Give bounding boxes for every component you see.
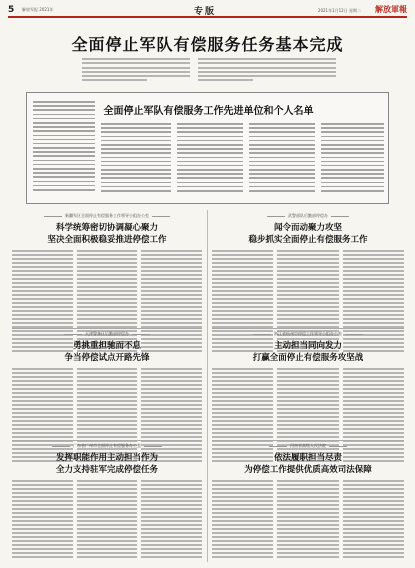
article-title: 主动担当同向发力 (273, 341, 342, 351)
paper-name: 解放军报 2021年 (22, 7, 54, 12)
article-kicker: 天津警备区后勤部停偿办 (12, 331, 202, 337)
article-title: 争当停偿试点开路先锋 (64, 353, 150, 363)
article-divider (12, 440, 202, 441)
article-body (12, 250, 202, 354)
lede-column-left (82, 58, 190, 84)
article-title: 稳步抓实全面停止有偿服务工作 (248, 235, 368, 245)
article-divider (212, 328, 404, 329)
article-title: 全力支持驻军完成停偿任务 (55, 465, 158, 475)
main-headline: 全面停止军队有偿服务任务基本完成 (71, 35, 344, 54)
article-title: 闻令而动聚力攻坚 (273, 223, 342, 233)
honor-list-title: 全面停止军队有偿服务工作先进单位和个人名单 (103, 106, 314, 117)
article-body (12, 368, 202, 464)
lede-column-right (198, 58, 336, 84)
article-title: 发挥职能作用主动担当作为 (55, 453, 158, 463)
article-body (12, 480, 202, 560)
article-title: 打赢全面停止有偿服务攻坚战 (252, 353, 364, 363)
honor-list-column (33, 101, 95, 193)
honor-list-column (321, 123, 384, 194)
honor-list-column (249, 123, 315, 194)
article-body (212, 250, 404, 354)
honor-list-box (26, 92, 389, 204)
article-kicker: 河南省高级人民法院 (212, 443, 404, 449)
section-label: 专版 (194, 7, 217, 17)
page-number: 5 (8, 5, 15, 15)
article-kicker: 武警部队后勤部停偿办 (212, 213, 404, 219)
article-title: 勇挑重担驰而不息 (72, 341, 141, 351)
article-body (212, 480, 404, 560)
honor-list-column (177, 123, 243, 194)
article-kicker: 广东省广州市全面停止有偿服务办公室 (12, 443, 202, 449)
article-divider (212, 440, 404, 441)
article-kicker: 浙江省杭州市停偿工作领导小组办公室 (212, 331, 404, 337)
article-kicker: 新疆军区全面停止有偿服务工作领导小组办公室 (12, 213, 202, 219)
masthead-logo: 解放軍報 (375, 4, 407, 14)
article-title: 依法履职担当尽责 (273, 453, 342, 463)
article-divider (12, 328, 202, 329)
page-header (8, 4, 407, 18)
article-title: 为停偿工作提供优质高效司法保障 (244, 465, 372, 475)
issue-date: 2021年1月12日 星期二 (317, 8, 361, 13)
column-divider (207, 210, 208, 562)
article-body (212, 368, 404, 464)
honor-list-column (101, 123, 171, 194)
article-title: 坚决全面积极稳妥推进停偿工作 (47, 235, 167, 245)
article-title: 科学统筹密切协调凝心聚力 (55, 223, 158, 233)
